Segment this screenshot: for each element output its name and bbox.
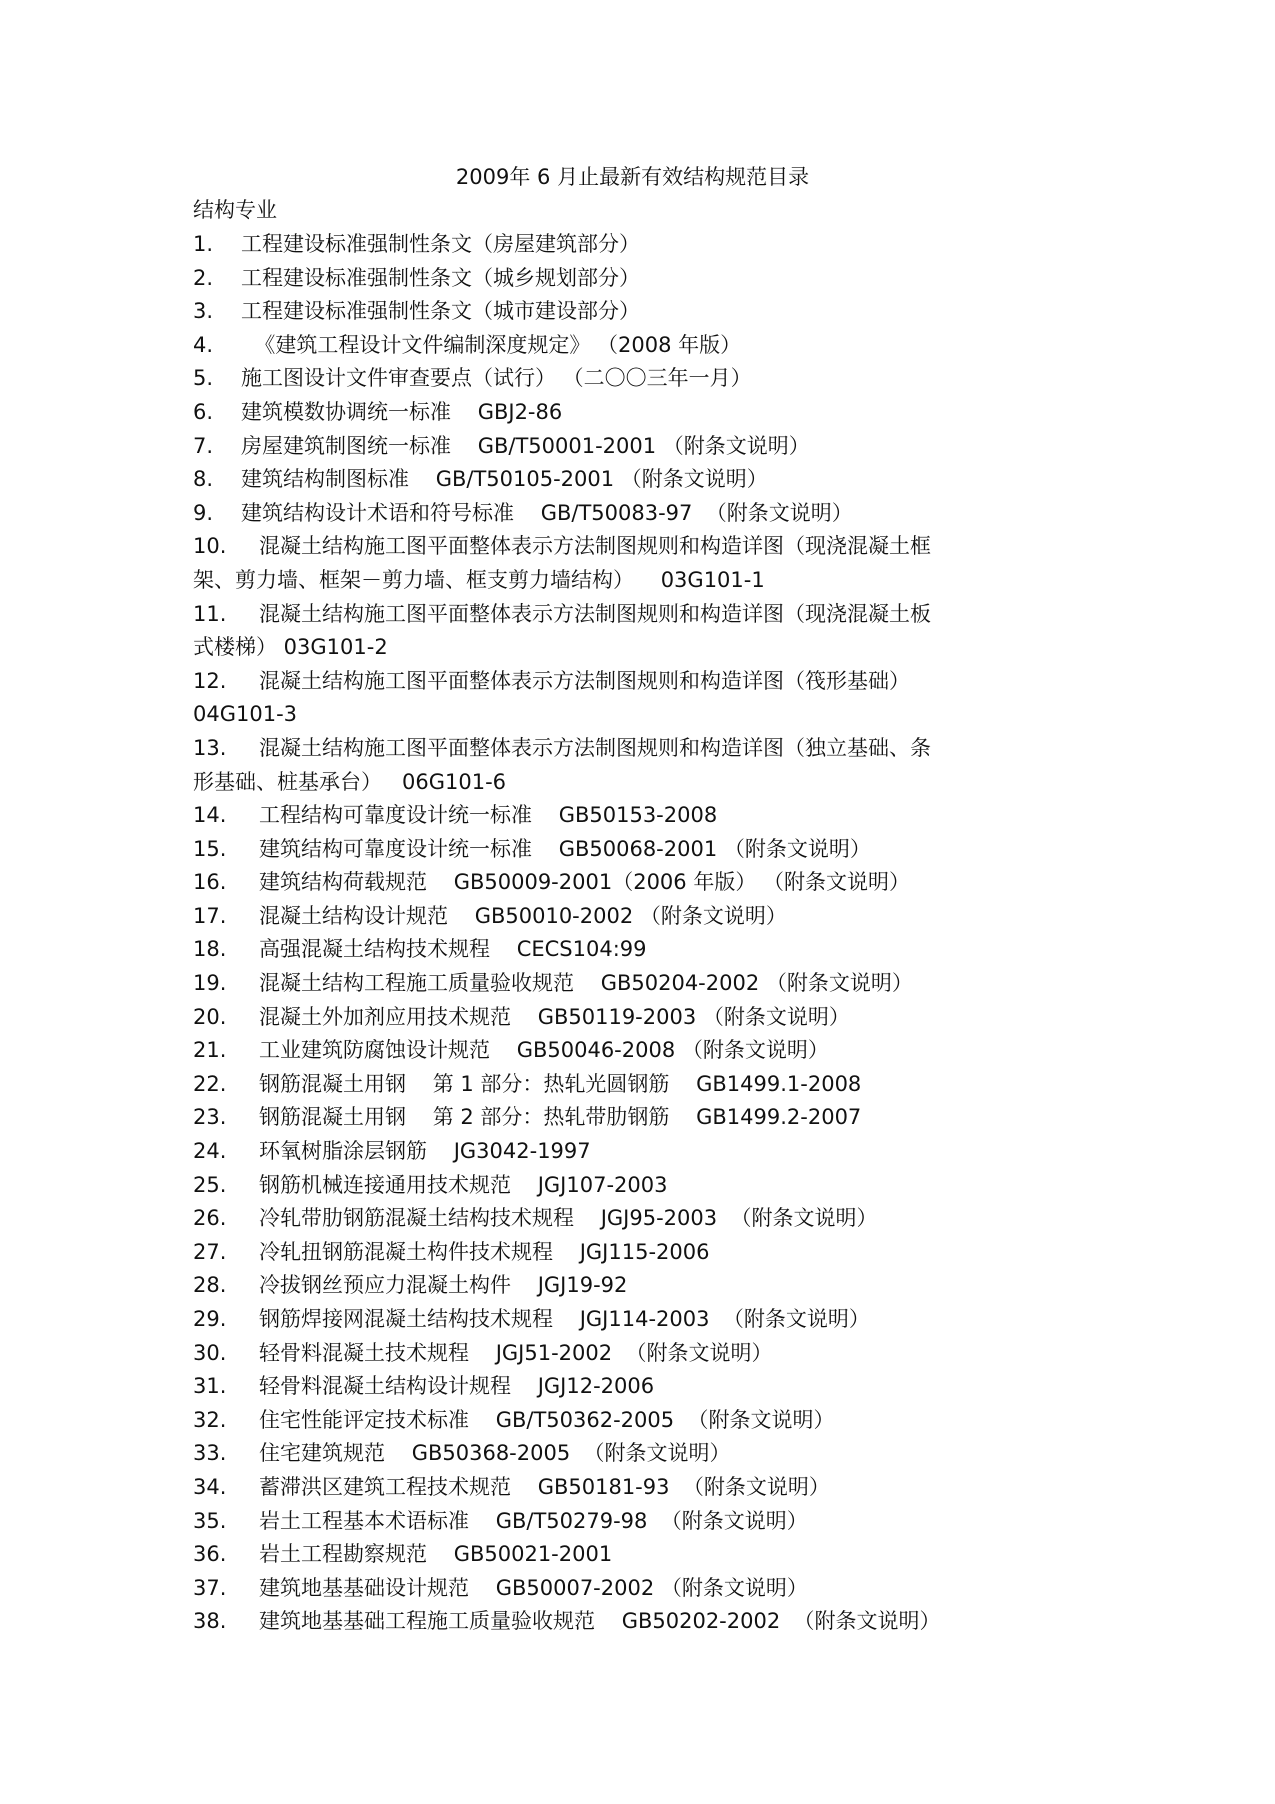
list-item	[193, 967, 1038, 1001]
list-item-line	[193, 967, 1038, 1001]
list-item-number: 24.	[193, 1139, 227, 1164]
list-item	[193, 1505, 1038, 1539]
list-item-number: 9.	[193, 500, 214, 525]
list-item-line	[193, 1169, 1038, 1203]
list-item	[193, 295, 1038, 329]
list-item-continuation: 式楼梯） 03G101-2	[193, 635, 388, 660]
list-item-text: 混凝土结构施工图平面整体表示方法制图规则和构造详图（现浇混凝土框	[259, 534, 931, 559]
list-item	[193, 866, 1038, 900]
list-item	[193, 430, 1038, 464]
list-item-line	[193, 463, 1038, 497]
list-item-text: 轻骨料混凝土技术规程 JGJ51-2002 （附条文说明）	[259, 1340, 773, 1365]
list-item-text: 混凝土结构施工图平面整体表示方法制图规则和构造详图（现浇混凝土板	[259, 601, 931, 626]
list-item-line	[193, 396, 1038, 430]
list-item	[193, 396, 1038, 430]
list-item	[193, 1572, 1038, 1606]
list-item-number: 20.	[193, 1004, 227, 1029]
list-item-text: 岩土工程勘察规范 GB50021-2001	[259, 1542, 613, 1567]
list-item-line	[193, 1236, 1038, 1270]
list-item	[193, 1303, 1038, 1337]
list-item-line	[193, 1572, 1038, 1606]
list-item-text: 建筑模数协调统一标准 GBJ2-86	[241, 399, 563, 424]
list-item-line	[193, 732, 1038, 766]
list-item-text: 轻骨料混凝土结构设计规程 JGJ12-2006	[259, 1374, 655, 1399]
list-item	[193, 1404, 1038, 1438]
list-item-number: 4.	[193, 332, 214, 357]
list-item-number: 12.	[193, 668, 227, 693]
list-item	[193, 1370, 1038, 1404]
list-item-number: 18.	[193, 937, 227, 962]
list-item	[193, 1471, 1038, 1505]
list-item-number: 17.	[193, 903, 227, 928]
list-item-line	[193, 1034, 1038, 1068]
list-item-line	[193, 933, 1038, 967]
list-item-number: 14.	[193, 803, 227, 828]
list-item-number: 11.	[193, 601, 227, 626]
list-item-number: 15.	[193, 836, 227, 861]
list-item	[193, 799, 1038, 833]
list-item-number: 8.	[193, 467, 214, 492]
list-item	[193, 665, 1038, 732]
list-item-line	[193, 1001, 1038, 1035]
list-item-number: 5.	[193, 366, 214, 391]
list-item-line	[193, 362, 1038, 396]
list-item-number: 25.	[193, 1172, 227, 1197]
list-item-line	[193, 900, 1038, 934]
list-item-text: 建筑结构制图标准 GB/T50105-2001 （附条文说明）	[241, 467, 768, 492]
list-item-number: 36.	[193, 1542, 227, 1567]
list-item-number: 13.	[193, 735, 227, 760]
list-item-line	[193, 665, 1038, 699]
list-item	[193, 463, 1038, 497]
list-item-line	[193, 530, 1038, 564]
list-item	[193, 1169, 1038, 1203]
standards-list	[193, 228, 1038, 1639]
list-item	[193, 1101, 1038, 1135]
list-item	[193, 833, 1038, 867]
list-item-line	[193, 1370, 1038, 1404]
list-item-text: 混凝土外加剂应用技术规范 GB50119-2003 （附条文说明）	[259, 1004, 850, 1029]
list-item-number: 35.	[193, 1508, 227, 1533]
list-item-text: 建筑地基基础工程施工质量验收规范 GB50202-2002 （附条文说明）	[259, 1609, 941, 1634]
list-item	[193, 1236, 1038, 1270]
list-item-text: 施工图设计文件审查要点（试行） （二〇〇三年一月）	[241, 366, 752, 391]
list-item	[193, 598, 1038, 665]
list-item-number: 23.	[193, 1105, 227, 1130]
list-item-number: 7.	[193, 433, 214, 458]
list-item	[193, 900, 1038, 934]
list-item-line	[193, 1269, 1038, 1303]
list-item-line	[193, 866, 1038, 900]
list-item-text: 建筑结构设计术语和符号标准 GB/T50083-97 （附条文说明）	[241, 500, 853, 525]
list-item-line	[193, 1437, 1038, 1471]
list-item-number: 34.	[193, 1474, 227, 1499]
list-item-line	[193, 1135, 1038, 1169]
list-item-text: 建筑地基基础设计规范 GB50007-2002 （附条文说明）	[259, 1575, 808, 1600]
list-item-number: 22.	[193, 1071, 227, 1096]
list-item-line	[193, 1605, 1038, 1639]
list-item	[193, 1269, 1038, 1303]
list-item-line	[193, 1404, 1038, 1438]
list-item-text: 环氧树脂涂层钢筋 JG3042-1997	[259, 1139, 591, 1164]
list-item-line	[193, 799, 1038, 833]
list-item-line	[193, 1471, 1038, 1505]
list-item	[193, 732, 1038, 799]
list-item-text: 建筑结构可靠度设计统一标准 GB50068-2001 （附条文说明）	[259, 836, 871, 861]
list-item	[193, 1135, 1038, 1169]
list-item	[193, 1437, 1038, 1471]
list-item-line	[193, 329, 1038, 363]
document-title: 2009年 6 月止最新有效结构规范目录	[455, 165, 810, 189]
list-item-text: 工业建筑防腐蚀设计规范 GB50046-2008 （附条文说明）	[259, 1038, 829, 1063]
list-item-text: 房屋建筑制图统一标准 GB/T50001-2001 （附条文说明）	[241, 433, 810, 458]
list-item-text: 混凝土结构工程施工质量验收规范 GB50204-2002 （附条文说明）	[259, 971, 913, 996]
list-item-number: 27.	[193, 1239, 227, 1264]
list-item-text: 冷拔钢丝预应力混凝土构件 JGJ19-92	[259, 1273, 628, 1298]
list-item-text: 住宅性能评定技术标准 GB/T50362-2005 （附条文说明）	[259, 1407, 835, 1432]
list-item-text: 混凝土结构设计规范 GB50010-2002 （附条文说明）	[259, 903, 787, 928]
section-heading: 结构专业	[193, 198, 277, 222]
list-item	[193, 329, 1038, 363]
list-item-text: 工程建设标准强制性条文（城乡规划部分）	[241, 265, 640, 290]
list-item-number: 33.	[193, 1441, 227, 1466]
list-item-number: 19.	[193, 971, 227, 996]
list-item-line	[193, 228, 1038, 262]
list-item-line	[193, 497, 1038, 531]
list-item-number: 26.	[193, 1206, 227, 1231]
list-item	[193, 497, 1038, 531]
list-item-text: 工程建设标准强制性条文（房屋建筑部分）	[241, 232, 640, 256]
list-item-number: 29.	[193, 1307, 227, 1331]
list-item-number: 31.	[193, 1374, 227, 1399]
list-item-number: 10.	[193, 534, 227, 559]
list-item	[193, 1202, 1038, 1236]
list-item-text: 工程结构可靠度设计统一标准 GB50153-2008	[259, 803, 718, 828]
list-item-number: 1.	[193, 232, 214, 256]
list-item-line	[193, 1068, 1038, 1102]
list-item-line	[193, 1303, 1038, 1337]
list-item	[193, 1001, 1038, 1035]
list-item-continuation: 架、剪力墙、框架－剪力墙、框支剪力墙结构） 03G101-1	[193, 567, 765, 592]
list-item-line	[193, 833, 1038, 867]
list-item-text: 混凝土结构施工图平面整体表示方法制图规则和构造详图（筏形基础）	[259, 668, 910, 693]
list-item-line	[193, 1505, 1038, 1539]
list-item-text: 钢筋焊接网混凝土结构技术规程 JGJ114-2003 （附条文说明）	[259, 1307, 870, 1331]
list-item-number: 21.	[193, 1038, 227, 1063]
list-item-number: 16.	[193, 870, 227, 895]
list-item-text: 《建筑工程设计文件编制深度规定》 （2008 年版）	[241, 332, 742, 357]
list-item-line	[193, 430, 1038, 464]
list-item-line	[193, 1101, 1038, 1135]
list-item-text: 钢筋混凝土用钢 第 2 部分：热轧带肋钢筋 GB1499.2-2007	[259, 1105, 862, 1130]
list-item-number: 2.	[193, 265, 214, 290]
list-item-line	[193, 1337, 1038, 1371]
list-item-line	[193, 262, 1038, 296]
list-item-continuation: 形基础、桩基承台） 06G101-6	[193, 769, 507, 794]
list-item	[193, 933, 1038, 967]
list-item-line	[193, 1202, 1038, 1236]
list-item-text: 蓄滞洪区建筑工程技术规范 GB50181-93 （附条文说明）	[259, 1474, 830, 1499]
list-item-number: 28.	[193, 1273, 227, 1298]
list-item-text: 钢筋混凝土用钢 第 1 部分：热轧光圆钢筋 GB1499.1-2008	[259, 1071, 862, 1096]
list-item-text: 岩土工程基本术语标准 GB/T50279-98 （附条文说明）	[259, 1508, 808, 1533]
list-item	[193, 228, 1038, 262]
list-item-text: 混凝土结构施工图平面整体表示方法制图规则和构造详图（独立基础、条	[259, 735, 931, 760]
list-item-text: 高强混凝土结构技术规程 CECS104:99	[259, 937, 647, 962]
list-item	[193, 362, 1038, 396]
list-item-number: 3.	[193, 299, 214, 324]
list-item-line	[193, 598, 1038, 632]
list-item-number: 37.	[193, 1575, 227, 1600]
list-item-number: 32.	[193, 1407, 227, 1432]
list-item-text: 住宅建筑规范 GB50368-2005 （附条文说明）	[259, 1441, 731, 1466]
list-item	[193, 1034, 1038, 1068]
list-item-text: 建筑结构荷载规范 GB50009-2001（2006 年版） （附条文说明）	[259, 870, 910, 895]
list-item	[193, 530, 1038, 597]
list-item	[193, 1538, 1038, 1572]
list-item	[193, 262, 1038, 296]
list-item-text: 工程建设标准强制性条文（城市建设部分）	[241, 299, 640, 324]
list-item-number: 30.	[193, 1340, 227, 1365]
list-item-continuation: 04G101-3	[193, 702, 298, 727]
list-item-text: 冷轧带肋钢筋混凝土结构技术规程 JGJ95-2003 （附条文说明）	[259, 1206, 878, 1231]
list-item	[193, 1337, 1038, 1371]
list-item-line	[193, 295, 1038, 329]
list-item-number: 38.	[193, 1609, 227, 1634]
list-item-text: 钢筋机械连接通用技术规范 JGJ107-2003	[259, 1172, 668, 1197]
list-item	[193, 1605, 1038, 1639]
list-item	[193, 1068, 1038, 1102]
list-item-number: 6.	[193, 399, 214, 424]
list-item-text: 冷轧扭钢筋混凝土构件技术规程 JGJ115-2006	[259, 1239, 710, 1264]
list-item-line	[193, 1538, 1038, 1572]
